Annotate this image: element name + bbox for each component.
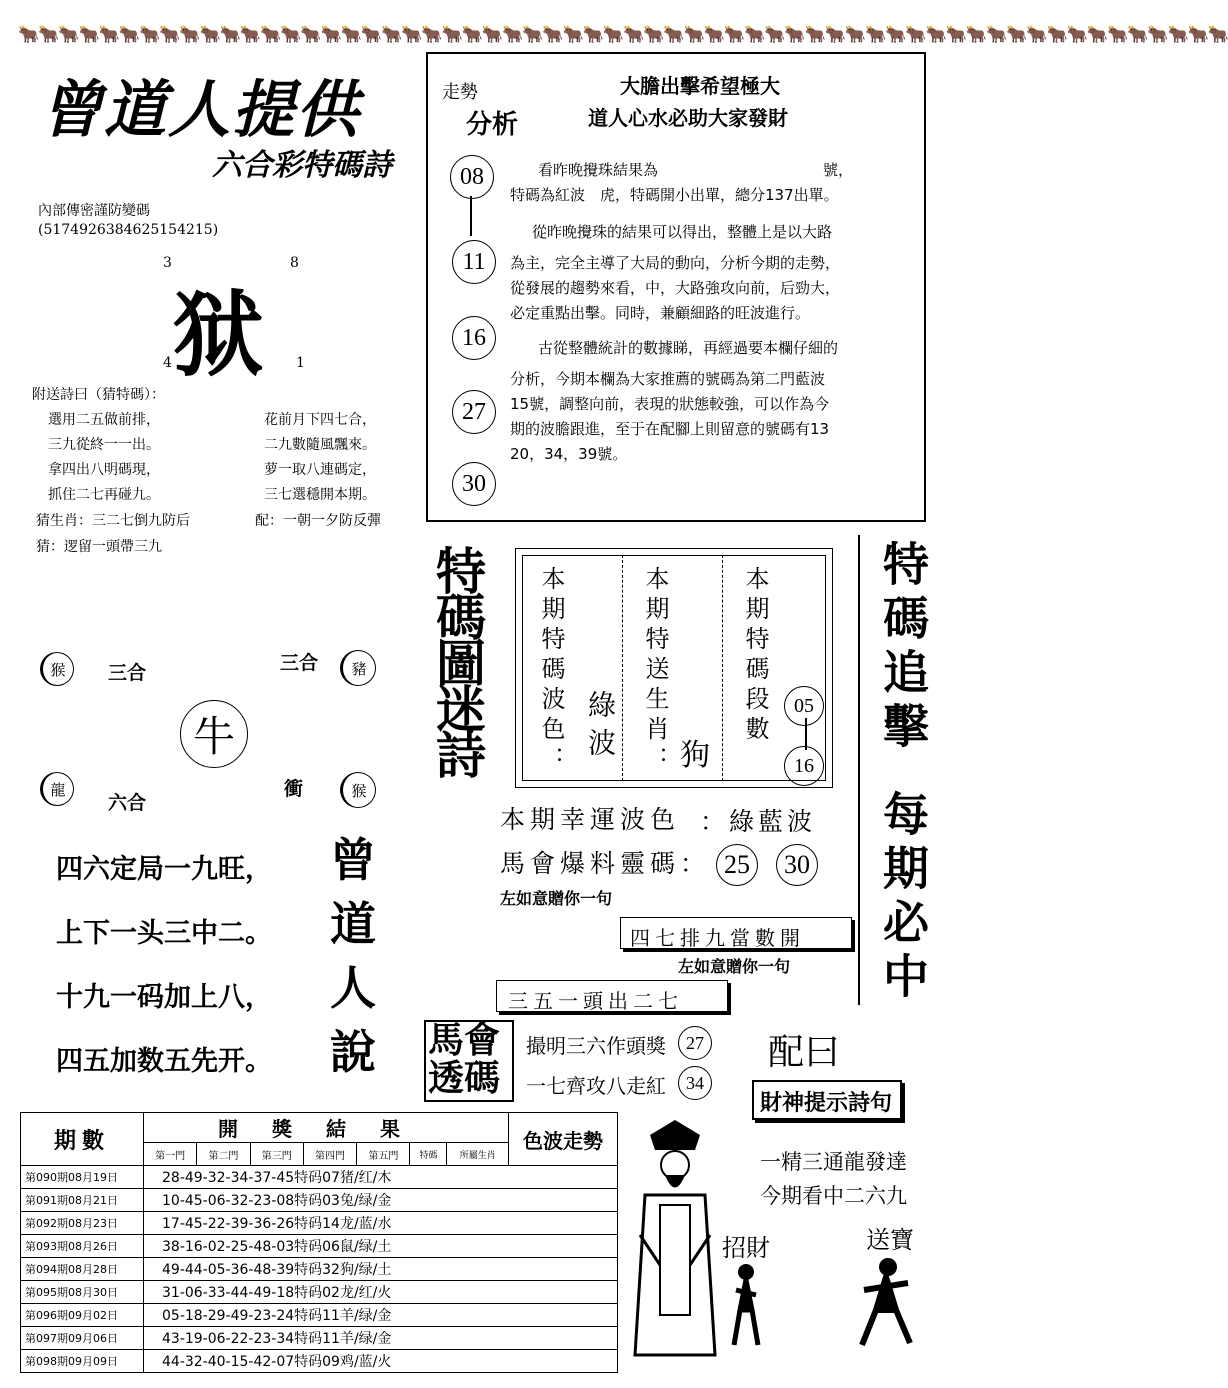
analysis-line: 特碼為紅波 虎，特碼開小出單，總分137出單。 <box>510 186 839 204</box>
row-result: 28-49-32-34-37-45特码07猪/红/木 <box>144 1166 618 1189</box>
ox-icon: 牛 <box>180 700 248 768</box>
poem-title: 附送詩曰（猜特碼）： <box>32 387 165 403</box>
zhao-label: 招財 <box>722 1234 770 1262</box>
poem-line: 選用二五做前排， <box>48 412 160 428</box>
col-header: 特碼 <box>410 1143 447 1166</box>
number-chain-line <box>470 196 472 236</box>
poem-right <box>264 408 376 508</box>
zodiac-label: 衝 <box>284 778 304 800</box>
results-table <box>20 1112 618 1373</box>
pick-number: 16 <box>452 316 496 360</box>
lucky-number: 30 <box>776 844 818 886</box>
segment-number: 16 <box>784 746 824 786</box>
mystery-char: 狱 <box>172 282 265 389</box>
pair-hint: 配：一朝一夕防反彈 <box>255 513 381 529</box>
analysis-text <box>510 158 920 467</box>
table-row <box>21 1350 618 1373</box>
analysis-line: 古從整體統計的數據睇，再經過要本欄仔細的 <box>538 339 839 357</box>
corner-num-bl: 4 <box>163 355 172 371</box>
mahui-line: 撮明三六作頭獎 <box>526 1034 666 1058</box>
row-result: 49-44-05-36-48-39特码32狗/绿/土 <box>144 1258 618 1281</box>
divider <box>722 555 724 781</box>
segment-question: 本期特碼段數 <box>741 566 769 746</box>
fortune-god-icon <box>630 1115 720 1360</box>
analysis-line: 分析，今期本欄為大家推薦的號碼為第二門藍波 <box>510 370 826 388</box>
author-column <box>330 828 376 1084</box>
table-row <box>21 1304 618 1327</box>
row-result: 05-18-29-49-23-24特码11羊/绿/金 <box>144 1304 618 1327</box>
headline-2: 道人心水必助大家發財 <box>588 106 788 130</box>
analysis-line: 20，34，39號。 <box>510 445 628 463</box>
lucky-wave-label: 本期幸運波色 <box>500 805 681 834</box>
col-header: 第二門 <box>197 1143 250 1166</box>
table-row <box>21 1281 618 1304</box>
main-poem <box>56 838 272 1094</box>
analysis-line: 期的波膽跟進，至于在配腳上則留意的號碼有13 <box>510 420 830 438</box>
mahui-number: 27 <box>678 1026 712 1060</box>
pick-number: 11 <box>452 240 496 284</box>
page-title: 曾道人提供 <box>40 73 361 146</box>
pig-icon: 豬 <box>340 650 376 686</box>
open-header: 開獎結果 <box>144 1113 509 1143</box>
gift-label: 左如意贈你一句 <box>500 889 613 908</box>
monkey-icon: 猴 <box>340 772 376 808</box>
lucky-code-label: 馬會爆料靈碼： <box>500 849 711 878</box>
row-result: 43-19-06-22-23-34特码11羊/绿/金 <box>144 1327 618 1350</box>
poem-line: 萝一取八連碼定， <box>264 462 376 478</box>
row-period: 第094期08月28日 <box>21 1258 144 1281</box>
author-char: 說 <box>330 1025 376 1079</box>
poem-line: 十九一码加上八， <box>56 982 272 1013</box>
row-result: 44-32-40-15-42-07特码09鸡/蓝/火 <box>144 1350 618 1373</box>
row-result: 31-06-33-44-49-18特码02龙/红/火 <box>144 1281 618 1304</box>
strip-top: 特碼追擊 <box>876 540 930 756</box>
analysis-line: 15號，調整向前，表現的狀態較強，可以作為今 <box>510 395 830 413</box>
corner-num-tr: 8 <box>290 255 299 271</box>
row-period: 第093期08月26日 <box>21 1235 144 1258</box>
corner-num-tl: 3 <box>163 255 172 271</box>
col-header: 第一門 <box>144 1143 197 1166</box>
secret-code: (5174926384625154215) <box>38 222 219 238</box>
analysis-line: 從發展的趨勢來看，中，大路強攻向前，后勁大， <box>510 279 841 297</box>
table-row <box>21 1212 618 1235</box>
pick-number: 30 <box>452 462 496 506</box>
analysis-line: 從昨晚攪珠的結果可以得出，整體上是以大路 <box>532 223 833 241</box>
page-subtitle: 六合彩特碼詩 <box>212 148 392 183</box>
gift-text: 三五一頭出二七 <box>508 989 683 1013</box>
col-header: 第三門 <box>250 1143 303 1166</box>
row-period: 第098期09月09日 <box>21 1350 144 1373</box>
pick-number: 27 <box>452 390 496 434</box>
table-row <box>21 1258 618 1281</box>
row-period: 第096期09月02日 <box>21 1304 144 1327</box>
gift-label: 左如意贈你一句 <box>678 957 791 976</box>
analysis-line: 必定重點出擊。同時，兼顧細路的旺波進行。 <box>510 304 811 322</box>
strip-divider <box>858 535 860 1005</box>
table-row <box>21 1189 618 1212</box>
lucky-number: 25 <box>716 844 758 886</box>
table-row <box>21 1166 618 1189</box>
top-border: 🐂🐂🐂🐂🐂🐂🐂🐂🐂🐂🐂🐂🐂🐂🐂🐂🐂🐂🐂🐂🐂🐂🐂🐂🐂🐂🐂🐂🐂🐂🐂🐂🐂🐂🐂🐂🐂🐂🐂🐂🐂🐂🐂🐂🐂🐂🐂🐂🐂🐂🐂🐂🐂🐂🐂🐂🐂🐂🐂🐂 <box>18 25 1228 45</box>
guess-zodiac: 猜生肖：三二七倒九防后 <box>36 513 190 529</box>
row-period: 第091期08月21日 <box>21 1189 144 1212</box>
poem-line: 三九從終一一出。 <box>48 437 160 453</box>
row-period: 第092期08月23日 <box>21 1212 144 1235</box>
zodiac-answer: 狗 <box>680 738 710 773</box>
author-char: 道 <box>330 897 376 951</box>
headline-1: 大膽出擊希望極大 <box>620 74 780 98</box>
wave-answer: 綠波 <box>584 690 617 766</box>
author-char: 曾 <box>330 833 376 887</box>
poem-line: 二九數隨風飄來。 <box>264 437 376 453</box>
lucky-wave-value: ：綠藍波 <box>700 807 817 836</box>
poem-line: 拿四出八明碼現， <box>48 462 160 478</box>
zodiac-label: 六合 <box>108 792 147 814</box>
segment-number: 05 <box>784 686 824 726</box>
pei-subtitle: 財神提示詩句 <box>760 1091 893 1116</box>
wave-header: 色波走勢 <box>509 1113 618 1166</box>
mahui-number: 34 <box>678 1066 712 1100</box>
divider <box>622 555 624 781</box>
pick-number: 08 <box>450 155 494 199</box>
guess-hint: 猜：逻留一頭帶三九 <box>36 539 162 555</box>
dancer-icon <box>726 1260 766 1350</box>
col-header: 第五門 <box>357 1143 410 1166</box>
poem-line: 四六定局一九旺， <box>56 854 272 885</box>
pei-line: 一精三通龍發達 <box>760 1150 907 1174</box>
gift-text: 四七排九當數開 <box>630 926 805 950</box>
poem-line: 三七選穩開本期。 <box>264 487 376 503</box>
col-header: 第四門 <box>303 1143 356 1166</box>
monkey-icon: 猴 <box>40 652 74 686</box>
trend-label: 走勢 <box>442 82 478 103</box>
dragon-icon: 龍 <box>40 772 74 806</box>
col-header: 所屬生肖 <box>447 1143 509 1166</box>
poem-line: 上下一头三中二。 <box>56 918 272 949</box>
analysis-line: 為主，完全主導了大局的動向，分析今期的走勢， <box>510 254 841 272</box>
mahui-line: 一七齊攻八走紅 <box>526 1074 666 1098</box>
row-period: 第095期08月30日 <box>21 1281 144 1304</box>
row-result: 10-45-06-32-23-08特码03兔/绿/金 <box>144 1189 618 1212</box>
row-period: 第097期09月06日 <box>21 1327 144 1350</box>
table-row <box>21 1327 618 1350</box>
pei-title: 配曰 <box>768 1032 841 1073</box>
dancer-icon <box>856 1255 916 1350</box>
zodiac-label: 三合 <box>280 652 319 674</box>
row-result: 38-16-02-25-48-03特码06鼠/绿/土 <box>144 1235 618 1258</box>
pei-line: 今期看中二六九 <box>760 1184 907 1208</box>
poem-left <box>48 408 160 508</box>
vertical-title: 特碼圖迷詩 <box>428 545 486 775</box>
table-row <box>21 1235 618 1258</box>
secret-label: 內部傳密謹防變碼 <box>38 203 150 219</box>
zodiac-question: 本期特送生肖： <box>641 566 669 776</box>
period-header: 期數 <box>21 1113 144 1166</box>
poem-line: 四五加数五先开。 <box>56 1046 272 1077</box>
corner-num-br: 1 <box>296 355 305 371</box>
song-label: 送寶 <box>866 1226 914 1254</box>
poem-line: 花前月下四七合， <box>264 412 376 428</box>
author-char: 人 <box>330 961 376 1015</box>
strip-bottom: 每期必中 <box>876 790 930 1006</box>
zodiac-label: 三合 <box>108 662 147 684</box>
row-period: 第090期08月19日 <box>21 1166 144 1189</box>
row-result: 17-45-22-39-36-26特码14龙/蓝/水 <box>144 1212 618 1235</box>
wave-question: 本期特碼波色： <box>537 566 565 776</box>
mahui-label: 馬會透碼 <box>428 1020 501 1099</box>
analysis-label: 分析 <box>466 110 519 140</box>
analysis-line: 看昨晚攪珠結果為 號， <box>538 161 854 179</box>
poem-line: 抓住二七再碰九。 <box>48 487 160 503</box>
